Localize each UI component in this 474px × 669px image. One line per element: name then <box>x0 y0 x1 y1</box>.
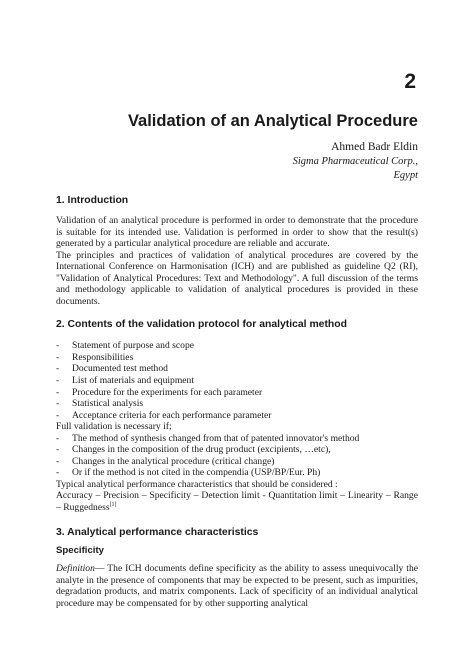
chapter-number: 2 <box>404 70 416 93</box>
full-validation-list <box>56 433 418 479</box>
subheading-specificity: Specificity <box>56 544 104 556</box>
list-item: - List of materials and equipment <box>56 375 418 387</box>
characteristics-line <box>56 490 418 513</box>
list-item: - Or if the method is not cited in the compendia (USP/BP/Eur. Ph) <box>56 467 418 479</box>
list-item: - Statement of purpose and scope <box>56 340 418 352</box>
definition-dash: — <box>94 563 105 575</box>
section-heading-introduction: 1. Introduction <box>56 195 129 206</box>
body-content <box>56 194 418 609</box>
protocol-contents-list <box>56 340 418 421</box>
author-block <box>293 140 418 183</box>
definition-text: The ICH documents define specificity as the ability to assess unequivocally the analyte in the presence of components that may be expected to be present, such as impurities, degradation products, and matrix components. Lack of specificity of an individual analytical procedure may be compensated for by other supporting analytical <box>56 563 418 609</box>
section-heading-characteristics: 3. Analytical performance characteristics <box>56 526 259 538</box>
typical-characteristics-text: Typical analytical performance characteristics that should be considered : <box>56 478 338 490</box>
chapter-title: Validation of an Analytical Procedure <box>127 112 418 130</box>
reference-marker[interactable]: [1] <box>109 501 117 508</box>
definition-label: Definition <box>56 563 95 575</box>
list-item: - The method of synthesis changed from that of patented innovator's method <box>56 433 418 445</box>
list-item: - Procedure for the experiments for each parameter <box>56 387 418 399</box>
intro-paragraph-1: Validation of an analytical procedure is performed in order to demonstrate that the procedure is suitable for its intended use. Validation is performed in order to show that the result(s) generated by a particular analytical procedure are reliable and accurate. <box>56 215 418 250</box>
characteristics-list-text: Accuracy – Precision – Specificity – Detection limit - Quantitation limit – Linearity – Range – Ruggedness <box>56 490 418 514</box>
list-item: - Changes in the composition of the drug product (excipients, …etc), <box>56 444 418 456</box>
list-item: - Acceptance criteria for each performance parameter <box>56 410 418 422</box>
author-affiliation: Sigma Pharmaceutical Corp., <box>292 156 418 167</box>
list-item: - Documented test method <box>56 363 418 375</box>
author-country: Egypt <box>393 170 418 181</box>
intro-paragraph-2: The principles and practices of validation of analytical procedures are covered by the International Conference on Harmonisation (ICH) and are published as guideline Q2 (RI), "Validation of Analytical Procedures: Text and Methodology". A full discussion of the terms and methodology applicable to validation of analytical procedures is provided in these documents. <box>56 249 418 307</box>
section-heading-contents: 2. Contents of the validation protocol for analytical method <box>56 319 347 331</box>
list-item: - Responsibilities <box>56 352 418 364</box>
author-name: Ahmed Badr Eldin <box>331 141 418 153</box>
list-item: - Changes in the analytical procedure (critical change) <box>56 456 418 468</box>
definition-paragraph <box>56 563 418 609</box>
list-item: - Statistical analysis <box>56 398 418 410</box>
full-validation-text: Full validation is necessary if; <box>56 421 172 433</box>
